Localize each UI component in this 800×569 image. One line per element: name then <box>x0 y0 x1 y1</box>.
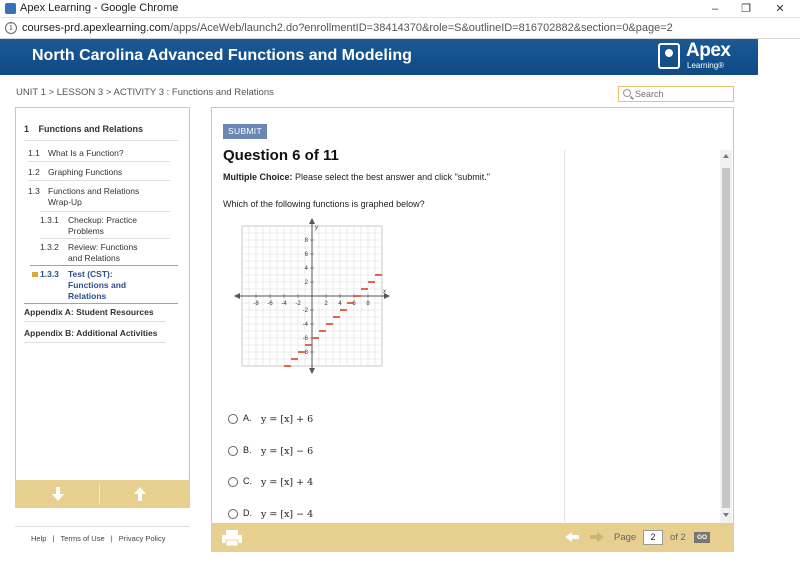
x-axis-arrow-left <box>234 293 240 299</box>
y-tick-label: -2 <box>302 308 308 314</box>
y-tick-label: 4 <box>304 266 308 272</box>
submit-button[interactable]: SUBMIT <box>223 124 267 139</box>
outline-divider <box>24 342 166 343</box>
item-label-line2: Functions and <box>68 280 127 290</box>
minimize-button[interactable]: – <box>711 3 719 15</box>
x-tick-label: -4 <box>281 301 287 307</box>
footer-separator: | <box>52 534 55 543</box>
item-number: 1.3.3 <box>40 269 59 279</box>
search-input[interactable] <box>635 88 731 100</box>
choice-d[interactable] <box>228 508 408 522</box>
outline-item-1-3-2[interactable] <box>24 242 178 266</box>
item-label-line2: and Relations <box>68 253 120 263</box>
content-divider <box>564 150 565 522</box>
right-gutter <box>758 39 800 569</box>
info-icon[interactable]: i <box>5 22 17 34</box>
search-icon[interactable] <box>623 89 631 97</box>
active-item-bottom-rule <box>24 303 178 304</box>
breadcrumb: UNIT 1 > LESSON 3 > ACTIVITY 3 : Functions and Relations <box>16 87 274 98</box>
outline-divider <box>40 238 170 239</box>
x-tick-label: 2 <box>324 301 328 307</box>
choice-a-radio[interactable] <box>228 414 238 424</box>
instructions-type: Multiple Choice: <box>223 172 293 182</box>
x-tick-label: 4 <box>338 301 342 307</box>
apex-logo <box>658 41 748 73</box>
page-number-input[interactable]: 2 <box>643 530 663 545</box>
item-label: What Is a Function? <box>48 148 124 158</box>
address-bar[interactable] <box>0 18 800 39</box>
choice-a[interactable] <box>228 413 408 427</box>
item-number: 1.1 <box>28 148 40 158</box>
active-bullet-icon <box>32 272 38 277</box>
choice-c-expression: y = [x] + 4 <box>261 477 314 488</box>
apex-logo-mark-icon <box>658 43 680 69</box>
x-tick-label: 6 <box>352 301 356 307</box>
outline-scroll-bar <box>15 480 190 508</box>
y-axis-arrow-down <box>309 368 315 374</box>
choice-c-radio[interactable] <box>228 477 238 487</box>
item-label-line2: Wrap-Up <box>48 197 82 207</box>
scroll-down-icon[interactable] <box>723 513 729 517</box>
outline-item-1-3[interactable] <box>24 186 178 210</box>
apex-logo-subtitle: Learning® <box>687 61 725 70</box>
url-path: /apps/AceWeb/launch2.do?enrollmentID=38414370&role=S&outlineID=816702882&section=0&page=2 <box>169 22 673 34</box>
outline-scroll-separator <box>99 484 100 504</box>
outline-divider <box>40 211 170 212</box>
x-axis-label: x <box>383 289 386 295</box>
y-tick-label: 6 <box>304 252 308 258</box>
choice-a-letter: A. <box>243 413 252 423</box>
choice-d-radio[interactable] <box>228 509 238 519</box>
choice-b-letter: B. <box>243 445 252 455</box>
prev-arrow-icon[interactable] <box>565 532 579 542</box>
url-text[interactable] <box>22 22 673 34</box>
page-count-label: of 2 <box>670 532 686 543</box>
outline-appendix-a[interactable]: Appendix A: Student Resources <box>24 307 154 317</box>
item-label-line2: Problems <box>68 226 104 236</box>
outline-appendix-b[interactable]: Appendix B: Additional Activities <box>24 328 158 338</box>
course-header <box>0 39 758 75</box>
footer-links <box>15 526 190 543</box>
up-arrow-icon[interactable] <box>133 486 147 502</box>
choice-b-radio[interactable] <box>228 446 238 456</box>
item-label-line3: Relations <box>68 291 107 301</box>
x-tick-label: -6 <box>267 301 273 307</box>
y-tick-label: -8 <box>302 350 308 356</box>
choice-a-expression: y = [x] + 6 <box>261 414 314 425</box>
step-function-graph <box>232 218 392 380</box>
item-label: Graphing Functions <box>48 167 123 177</box>
y-axis-label: y <box>315 225 318 231</box>
item-label: Review: Functions <box>68 242 138 252</box>
item-number: 1.3.1 <box>40 215 59 225</box>
question-instructions <box>223 172 490 182</box>
question-title: Question 6 of 11 <box>223 147 339 164</box>
item-number: 1.3.2 <box>40 242 59 252</box>
privacy-policy-link[interactable]: Privacy Policy <box>118 534 166 543</box>
maximize-button[interactable]: ❐ <box>741 3 751 15</box>
help-link[interactable]: Help <box>31 534 47 543</box>
y-tick-label: -4 <box>302 322 308 328</box>
outline-item-1-1[interactable] <box>24 148 178 160</box>
item-number: 1.3 <box>28 186 40 196</box>
outline-divider <box>28 161 170 162</box>
search-box[interactable] <box>618 86 734 102</box>
page-label: Page <box>614 532 637 543</box>
instructions-text: Please select the best answer and click "submit." <box>292 172 490 182</box>
choice-d-letter: D. <box>243 508 252 518</box>
choice-b-expression: y = [x] − 6 <box>261 446 314 457</box>
x-tick-label: 8 <box>366 301 370 307</box>
item-label: Test (CST): <box>68 269 113 279</box>
y-tick-label: -6 <box>302 336 308 342</box>
item-label: Functions and Relations <box>48 186 140 196</box>
choice-d-expression: y = [x] − 4 <box>261 509 314 520</box>
active-item-top-rule <box>30 265 178 266</box>
next-arrow-icon[interactable] <box>590 532 604 542</box>
y-axis-arrow-up <box>309 218 315 224</box>
apex-logo-name: Apex <box>686 40 731 61</box>
outline-divider <box>24 321 166 322</box>
apex-tab-icon <box>5 3 16 14</box>
browser-titlebar <box>0 0 800 18</box>
section-number: 1 <box>24 124 30 134</box>
question-footer-bar <box>211 523 734 552</box>
y-tick-label: 8 <box>304 238 308 244</box>
url-host: courses-prd.apexlearning.com <box>22 22 170 34</box>
outline-item-1-2[interactable] <box>24 167 178 179</box>
course-title: North Carolina Advanced Functions and Modeling <box>32 47 412 64</box>
outline-item-1-3-3-active[interactable] <box>24 269 178 303</box>
x-tick-label: -8 <box>253 301 259 307</box>
close-window-button[interactable]: ✕ <box>775 3 785 15</box>
scrollbar-thumb[interactable] <box>722 168 730 508</box>
print-icon[interactable] <box>221 529 243 547</box>
scroll-up-icon[interactable] <box>723 154 729 158</box>
choice-b[interactable] <box>228 445 408 459</box>
y-tick-label: 2 <box>304 280 308 286</box>
outline-item-1-3-1[interactable] <box>24 215 178 239</box>
choice-c-letter: C. <box>243 476 252 486</box>
question-text: Which of the following functions is graphed below? <box>223 199 425 209</box>
item-label: Checkup: Practice <box>68 215 137 225</box>
page-bottom-strip <box>0 553 758 569</box>
question-scrollbar[interactable] <box>720 150 732 523</box>
go-button[interactable]: GO <box>694 532 710 543</box>
choice-c[interactable] <box>228 476 408 490</box>
x-tick-label: -2 <box>295 301 301 307</box>
item-number: 1.2 <box>28 167 40 177</box>
terms-of-use-link[interactable]: Terms of Use <box>60 534 105 543</box>
outline-divider <box>28 180 170 181</box>
down-arrow-icon[interactable] <box>51 486 65 502</box>
section-label: Functions and Relations <box>38 124 144 134</box>
footer-separator: | <box>110 534 113 543</box>
window-title: Apex Learning - Google Chrome <box>20 2 179 14</box>
outline-section-header[interactable] <box>24 124 178 141</box>
course-outline-sidebar <box>15 107 190 508</box>
